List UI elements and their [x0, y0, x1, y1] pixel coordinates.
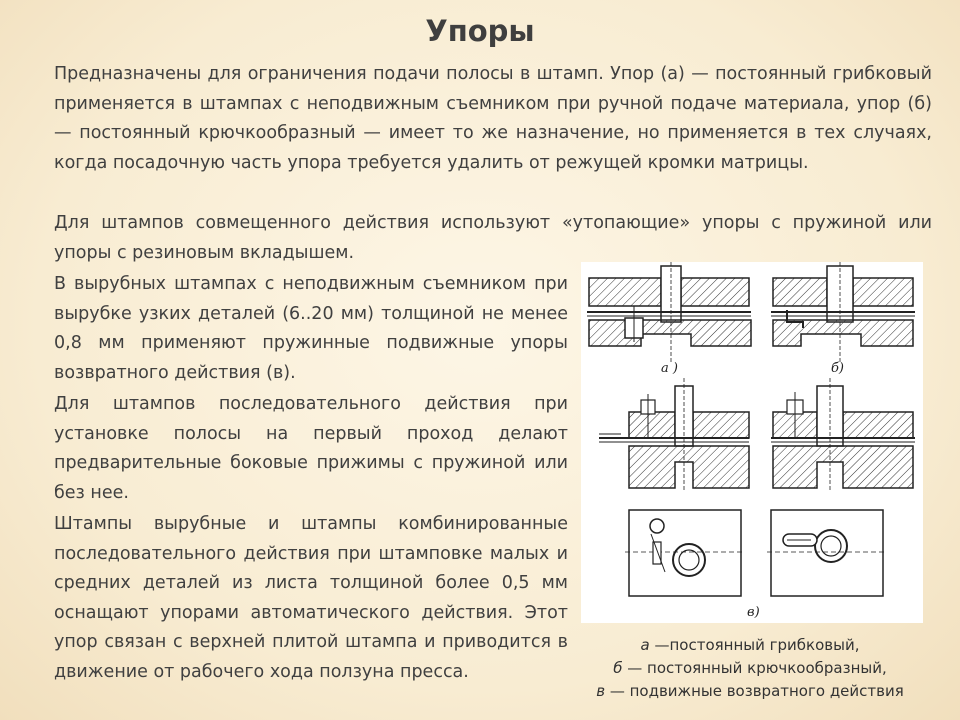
paragraph-blanking-dies: В вырубных штампах с неподвижным съемником при вырубке узких деталей (6..20 мм) толщиной не менее 0,8 мм применяют пружинные подвижные упоры возвратного действия (в).: [54, 274, 568, 383]
paragraph-automatic-stops: Штампы вырубные и штампы комбинированные последовательного действия при штамповке малых и средних деталей из листа толщиной более 0,5 мм оснащают упорами автоматического действия. Этот упор связан с верхней плитой штампа и приводится в движение от рабочего хода ползуна пресса.: [54, 514, 568, 682]
caption-text-v: — подвижные возвратного действия: [605, 682, 904, 700]
caption-text-a: —постоянный грибковый,: [649, 636, 860, 654]
caption-letter-v: в: [596, 682, 606, 700]
paragraph-purpose: Предназначены для ограничения подачи полосы в штамп. Упор (а) — постоянный грибковый применяется в штампах с неподвижным съемником при ручной подаче материала, упор (б) — постоянный крючкообразный — имеет то же назначение, но применяется в тех случаях, когда посадочную часть упора требуется удалить от режущей кромки матрицы.: [54, 64, 932, 173]
drawing-v-section-left: [599, 378, 749, 492]
caption-letter-b: б: [613, 659, 623, 677]
drawing-a-mushroom-stop: [587, 262, 751, 362]
drawing-b-hook-stop: [771, 262, 915, 362]
caption-letter-a: а: [640, 636, 650, 654]
caption-line-a: [560, 634, 940, 657]
drawing-label-a: а ): [661, 361, 678, 376]
drawing-v-plan-left: [625, 510, 745, 596]
caption-text-b: — постоянный крючкообразный,: [622, 659, 887, 677]
figure-captions: [560, 634, 940, 703]
drawing-v-section-right: [771, 378, 915, 492]
caption-line-b: [560, 657, 940, 680]
paragraph-progressive-dies: Для штампов последовательного действия при установке полосы на первый проход делают предварительные боковые прижимы с пружиной или без нее.: [54, 394, 568, 503]
slide-title: Упоры: [425, 14, 535, 48]
drawing-label-v: в): [747, 605, 760, 620]
stops-technical-drawing: [581, 262, 923, 623]
paragraph-combined-dies: Для штампов совмещенного действия используют «утопающие» упоры с пружиной или упоры с резиновым вкладышем.: [54, 213, 932, 263]
drawing-v-plan-right: [767, 510, 887, 596]
caption-line-v: [560, 680, 940, 703]
drawing-label-b: б): [831, 361, 845, 376]
